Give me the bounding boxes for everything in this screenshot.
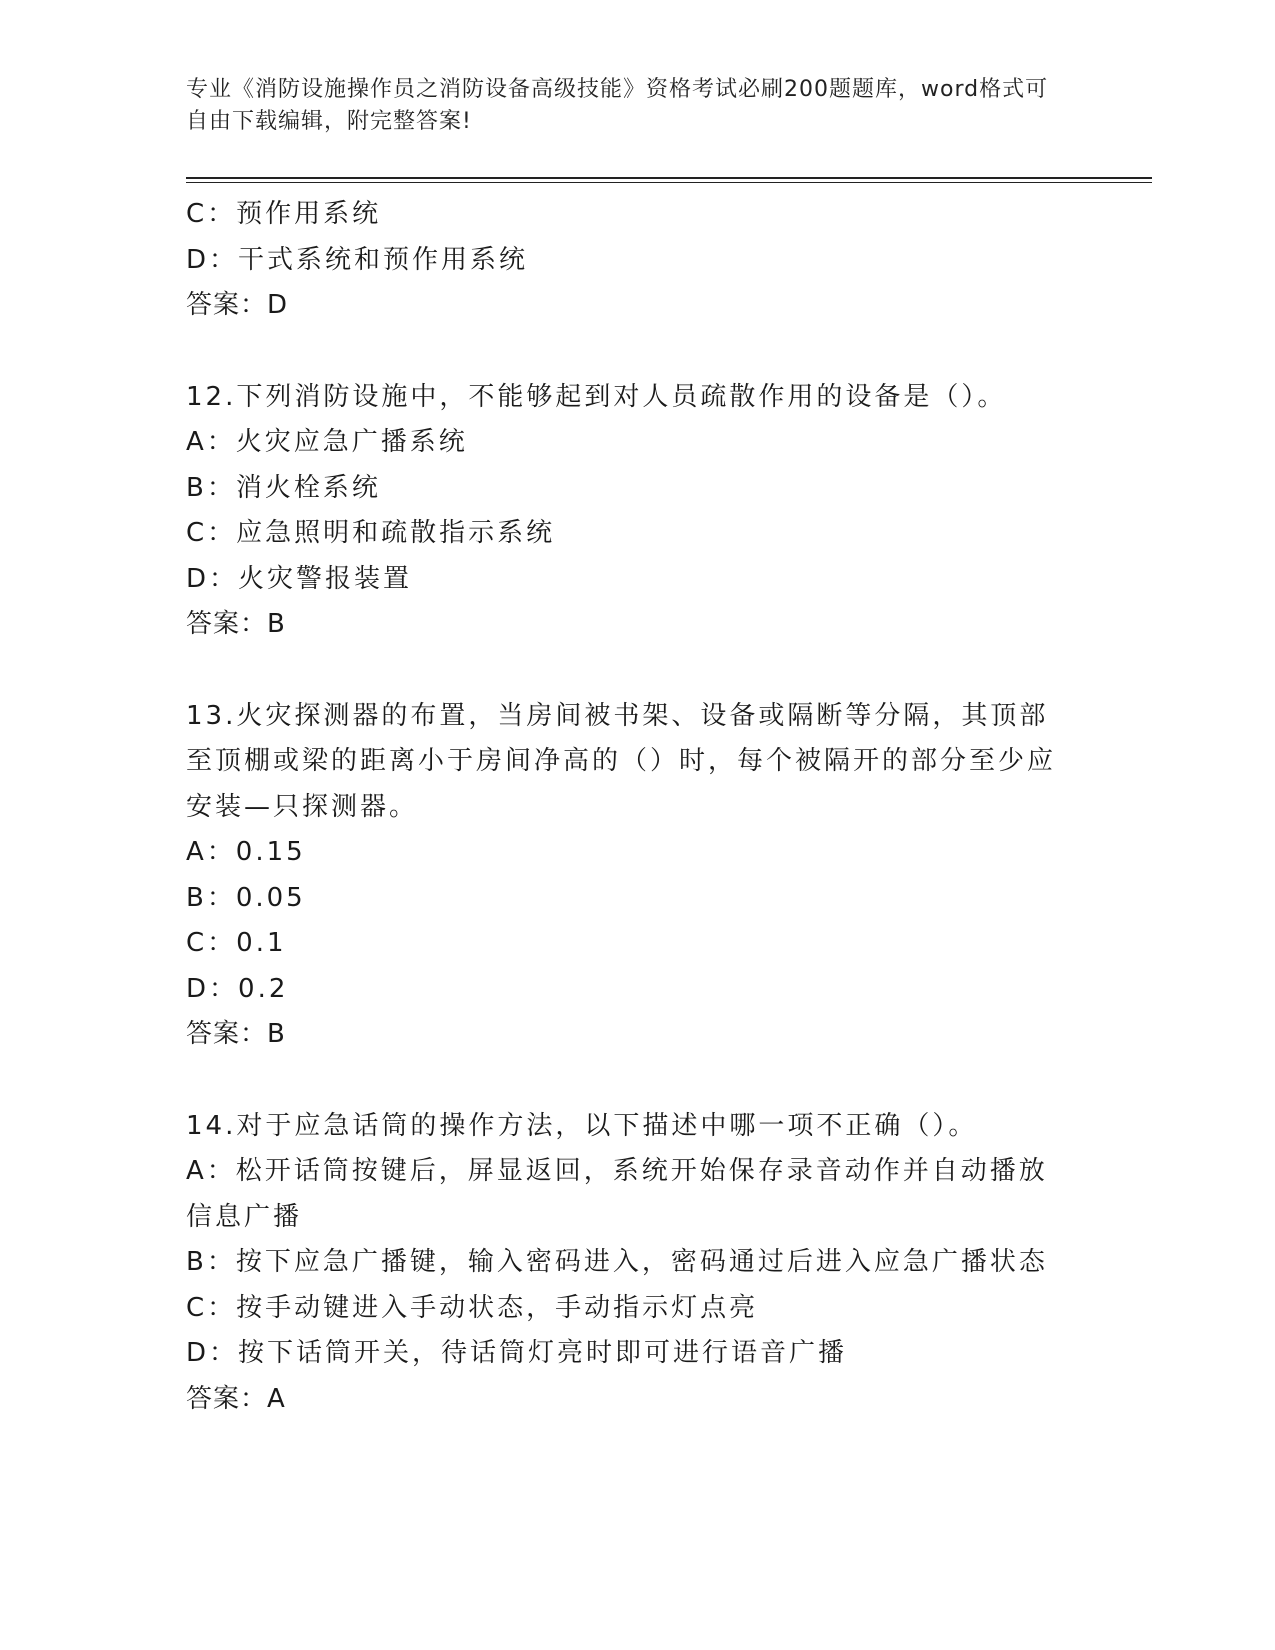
q14-option-a: A：松开话筒按键后，屏显返回，系统开始保存录音动作并自动播放信息广播 bbox=[186, 1156, 1048, 1232]
q13-stem: 13.火灾探测器的布置，当房间被书架、设备或隔断等分隔，其顶部至顶棚或梁的距离小于房间净高的（）时，每个被隔开的部分至少应安装—只探测器。 bbox=[186, 700, 1057, 822]
q12-stem: 12.下列消防设施中，不能够起到对人员疏散作用的设备是（）。 bbox=[186, 381, 1007, 412]
q11-option-c: C：预作用系统 bbox=[186, 199, 382, 229]
q14-option-b: B：按下应急广播键，输入密码进入，密码通过后进入应急广播状态 bbox=[186, 1247, 1048, 1277]
q14-answer: 答案：A bbox=[186, 1383, 286, 1414]
q12-answer: 答案：B bbox=[186, 609, 286, 639]
q13-answer: 答案：B bbox=[186, 1019, 286, 1049]
question-spacer bbox=[186, 1058, 1066, 1104]
q13-option-b: B：0.05 bbox=[186, 882, 306, 913]
q12-option-d: D：火灾警报装置 bbox=[186, 563, 413, 594]
q13-option-c: C：0.1 bbox=[186, 928, 287, 958]
q13-option-d: D：0.2 bbox=[186, 973, 289, 1004]
header-divider-thick bbox=[186, 177, 1152, 179]
q12-option-b: B：消火栓系统 bbox=[186, 472, 381, 503]
document-header: 专业《消防设施操作员之消防设备高级技能》资格考试必刷200题题库，word格式可自由下载编辑，附完整答案! bbox=[186, 77, 1049, 134]
q11-answer: 答案：D bbox=[186, 290, 289, 320]
header-divider-thin bbox=[186, 182, 1152, 183]
q13-option-a: A：0.15 bbox=[186, 837, 306, 867]
q12-option-a: A：火灾应急广播系统 bbox=[186, 427, 468, 457]
q11-option-d: D：干式系统和预作用系统 bbox=[186, 244, 529, 275]
q12-option-c: C：应急照明和疏散指示系统 bbox=[186, 518, 556, 548]
question-spacer bbox=[186, 648, 1066, 694]
q14-option-d: D：按下话筒开关，待话筒灯亮时即可进行语音广播 bbox=[186, 1338, 848, 1368]
question-spacer bbox=[186, 329, 1066, 375]
question-content bbox=[186, 192, 1066, 1422]
q14-option-c: C：按手动键进入手动状态，手动指示灯点亮 bbox=[186, 1292, 759, 1323]
q14-stem: 14.对于应急话筒的操作方法，以下描述中哪一项不正确（）。 bbox=[186, 1110, 978, 1141]
